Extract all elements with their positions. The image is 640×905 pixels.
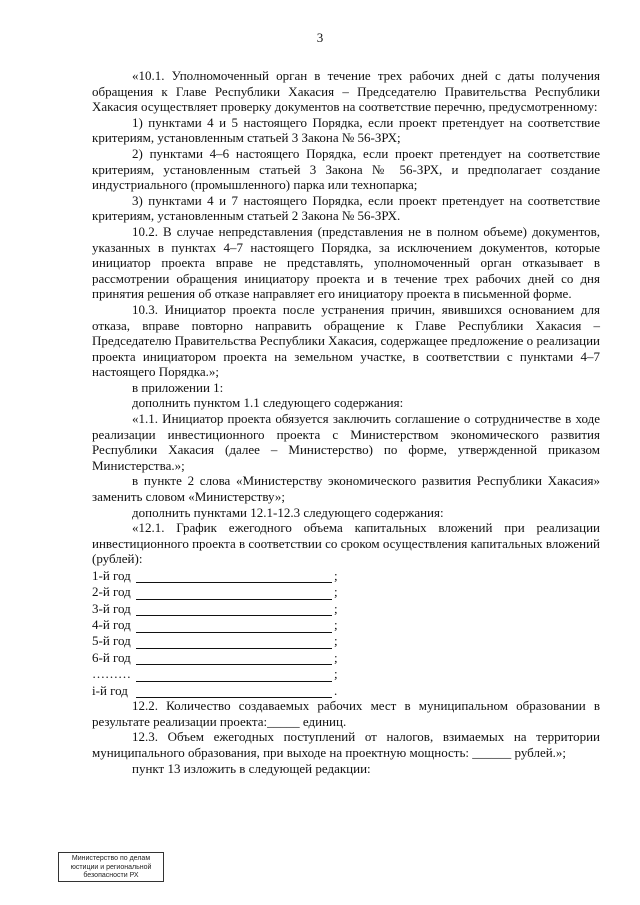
year-label: 5-й год [92,633,131,649]
paragraph-item-2-change: в пункте 2 слова «Министерству экономического развития Республики Хакасия» заменить словом «Министерству»; [92,473,600,505]
add-items-12: дополнить пунктами 12.1-12.3 следующего содержания: [132,504,444,520]
stamp-line: юстиции и региональной [70,863,152,871]
year-row: 2-й год ; [92,584,338,600]
year-row: ……… ; [92,666,338,682]
year-label: 2-й год [92,584,131,600]
year-row: 3-й год ; [92,600,338,616]
year-row: i-й год . [92,682,338,698]
blank-field [136,685,332,698]
paragraph-12-2: 12.2. Количество создаваемых рабочих мест в муниципальном образовании в результате реализации проекта:_____ единиц. [92,698,600,729]
page-number: 3 [316,30,324,45]
blank-field [136,620,332,633]
list-item-1: 1) пунктами 4 и 5 настоящего Порядка, если проект претендует на соответствие критериям, установленным статьей 3 Закона № 56-ЗРХ; [92,114,600,146]
year-row: 4-й год ; [92,616,338,632]
paragraph-12-1: «12.1. График ежегодного объема капитальных вложений при реализации инвестиционного проекта в соответствии со сроком осуществления капитальных вложений (рублей): [92,520,600,567]
blank-field [136,570,332,583]
year-row: 1-й год ; [92,567,338,583]
stamp-line: Министерство по делам [71,855,151,862]
registration-stamp [58,852,164,882]
blank-field [136,652,332,665]
year-row: 6-й год ; [92,649,338,665]
stamp-line: безопасности РХ [83,872,139,879]
paragraph-12-3: 12.3. Объем ежегодных поступлений от налогов, взимаемых на территории муниципального образования, при выходе на проектную мощность: ______ рублей.»; [92,729,600,760]
item-13-intro: пункт 13 изложить в следующей редакции: [132,760,371,776]
year-label: ……… [92,666,131,682]
list-item-3: 3) пунктами 4 и 7 настоящего Порядка, если проект претендует на соответствие критериям, установленным статьей 2 Закона № 56-ЗРХ. [92,192,600,224]
paragraph-10-2: 10.2. В случае непредставления (представления не в полном объеме) документов, указанных в пунктах 4–7 настоящего Порядка, за исключением документов, которые инициатор проекта вправе не представлять, уполномоченный орган отказывает в рассмотрении обращения инициатору проекта и в течение трех рабочих дней со дня принятия решения об отказе направляет его инициатору проекта в письменной форме. [92,223,600,302]
add-item-1-1: дополнить пунктом 1.1 следующего содержания: [132,395,404,411]
blank-field [136,603,332,616]
blank-field [136,669,332,682]
document-body [92,68,600,776]
year-label: 1-й год [92,567,131,583]
paragraph-1-1: «1.1. Инициатор проекта обязуется заключить соглашение о сотрудничестве в ходе реализации инвестиционного проекта с Министерством экономического развития Республики Хакасия (далее – Министерство) по форме, утвержденной приказом Министерства.»; [92,411,600,473]
paragraph-10-3: 10.3. Инициатор проекта после устранения причин, явившихся основанием для отказа, вправе повторно направить обращение к Главе Республики Хакасия – Председателю Правительства Республики Хакасия, содержащее предложение о реализации проекта инициатором проекта на земельном участке, в соответствии с пунктами 4–7 настоящего Порядка.»; [92,301,600,380]
year-label: 3-й год [92,600,131,616]
capital-investment-schedule [92,567,600,698]
appendix-intro: в приложении 1: [132,379,224,395]
paragraph-10-1: «10.1. Уполномоченный орган в течение трех рабочих дней с даты получения обращения к Главе Республики Хакасия – Председателю Правительства Республики Хакасия осуществляет проверку документов на соответствие перечню, предусмотренному: [92,68,600,115]
year-label: 6-й год [92,649,131,665]
year-label: i-й год [92,682,128,698]
year-label: 4-й год [92,616,131,632]
year-row: 5-й год ; [92,633,338,649]
list-item-2: 2) пунктами 4–6 настоящего Порядка, если проект претендует на соответствие критериям, установленным статьей 3 Закона № 56-ЗРХ, и предполагает создание индустриального (промышленного) парка или технопарка; [92,145,600,193]
blank-field [136,636,332,649]
blank-field [136,587,332,600]
